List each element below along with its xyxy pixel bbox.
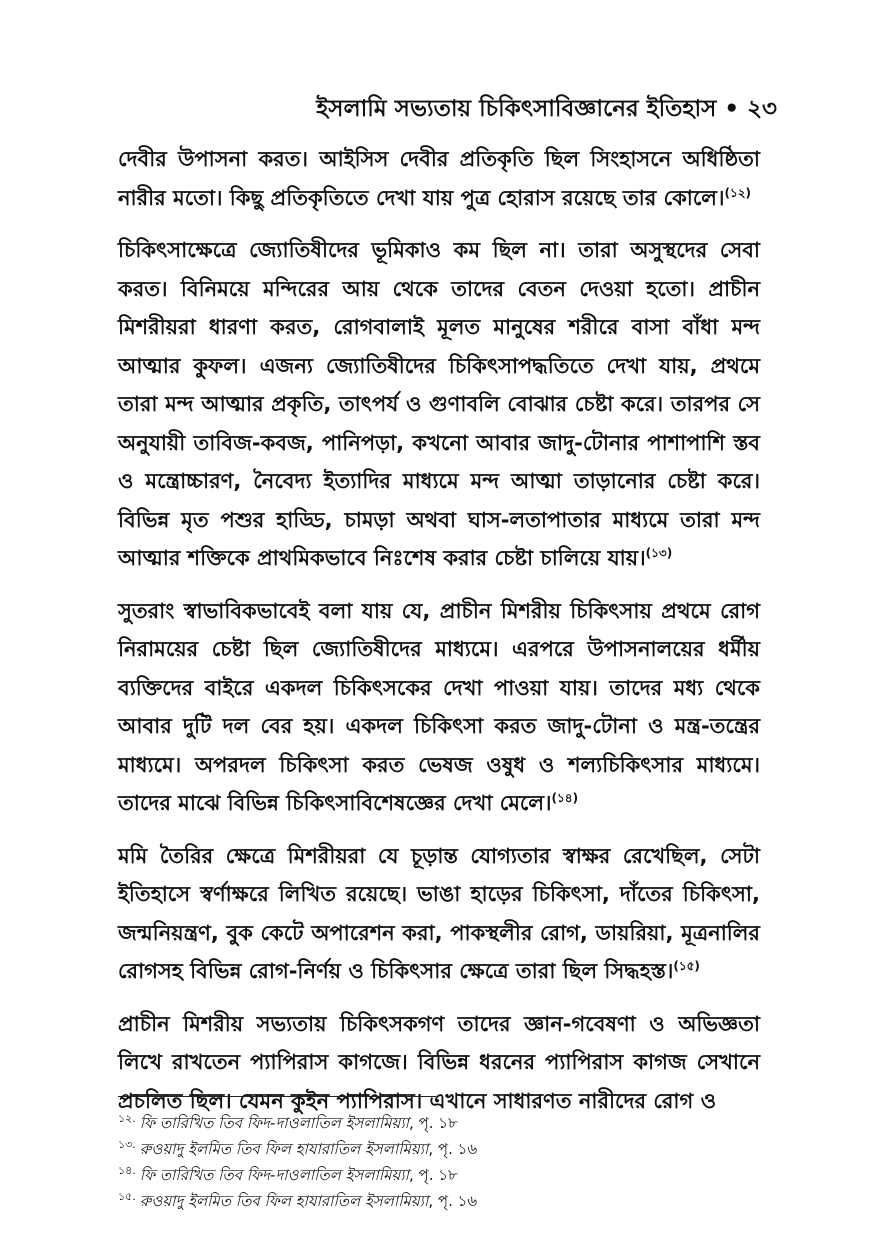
footnote-number: ১৪. — [118, 1164, 136, 1177]
paragraph-text: দেবীর উপাসনা করত। আইসিস দেবীর প্রতিকৃতি ছিল সিংহাসনে অধিষ্ঠিতা নারীর মতো। কিছু প্রতিকৃতিতে দেখা যায় পুত্র হোরাস রয়েছে তার কোলে। — [118, 147, 760, 210]
paragraph — [118, 140, 760, 217]
paragraph-text: প্রাচীন মিশরীয় সভ্যতায় চিকিৎসকগণ তাদের জ্ঞান-গবেষণা ও অভিজ্ঞতা লিখে রাখতেন প্যাপিরাস কাগজে। বিভিন্ন ধরনের প্যাপিরাস কাগজ সেখানে প্রচলিত ছিল। যেমন কুইন প্যাপিরাস। এখানে সাধারণত নারীদের রোগ ও — [118, 1011, 760, 1113]
footnote-page: , পৃ. ১৮ — [409, 1166, 458, 1184]
footnote-page: , পৃ. ১৬ — [428, 1192, 478, 1210]
footnote-number: ১৩. — [118, 1138, 136, 1151]
body-text — [118, 140, 760, 1134]
footnote-source-title: ফি তারিখিত তিব ফিদ-দাওলাতিল ইসলামিয়্যা — [139, 1166, 410, 1184]
paragraph — [118, 1005, 760, 1121]
footnote-reference[interactable]: (১২) — [724, 185, 752, 200]
footnote — [118, 1110, 758, 1136]
footnote-reference[interactable]: (১৫) — [673, 959, 700, 973]
paragraph — [118, 592, 760, 823]
footnote-reference[interactable]: (১৪) — [551, 791, 579, 805]
footnote-number: ১২. — [118, 1112, 136, 1125]
footnote — [118, 1162, 758, 1188]
footnote-divider — [118, 1096, 436, 1097]
footnotes — [118, 1110, 758, 1214]
paragraph — [118, 231, 760, 578]
footnote-page: , পৃ. ১৮ — [409, 1114, 458, 1132]
footnote-source-title: রুওয়াদু ইলমিত তিব ফিল হাযারাতিল ইসলামিয়্যা — [139, 1192, 429, 1210]
footnote-page: , পৃ. ১৬ — [428, 1140, 478, 1158]
paragraph-text: মমি তৈরির ক্ষেত্রে মিশরীয়রা যে চূড়ান্ত যোগ্যতার স্বাক্ষর রেখেছিল, সেটা ইতিহাসে স্বর্ণাক্ষরে লিখিত রয়েছে। ভাঙা হাড়ের চিকিৎসা, দাঁতের চিকিৎসা, জন্মনিয়ন্ত্রণ, বুক কেটে অপারেশন করা, পাকস্থলীর রোগ, ডায়রিয়া, মূত্রনালির রোগসহ বিভিন্ন রোগ-নির্ণয় ও চিকিৎসার ক্ষেত্রে তারা ছিল সিদ্ধহস্ত। — [118, 843, 760, 983]
paragraph-text: চিকিৎসাক্ষেত্রে জ্যোতিষীদের ভূমিকাও কম ছিল না। তারা অসুস্থদের সেবা করত। বিনিময়ে মন্দিরের আয় থেকে তাদের বেতন দেওয়া হতো। প্রাচীন মিশরীয়রা ধারণা করত, রোগবালাই মূলত মানুষের শরীরে বাসা বাঁধা মন্দ আত্মার কুফল। এজন্য জ্যোতিষীদের চিকিৎসাপদ্ধতিতে দেখা যায়, প্রথমে তারা মন্দ আত্মার প্রকৃতি, তাৎপর্য ও গুণাবলি বোঝার চেষ্টা করে। তারপর সে অনুযায়ী তাবিজ-কবজ, পানিপড়া, কখনো আবার জাদু-টোনার পাশাপাশি স্তব ও মন্ত্রোচ্চারণ, নৈবেদ্য ইত্যাদির মাধ্যমে মন্দ আত্মা তাড়ানোর চেষ্টা করে। বিভিন্ন মৃত পশুর হাড্ডি, চামড়া অথবা ঘাস-লতাপাতার মাধ্যমে তারা মন্দ আত্মার শক্তিকে প্রাথমিকভাবে নিঃশেষ করার চেষ্টা চালিয়ে যায়। — [118, 238, 760, 570]
footnote-reference[interactable]: (১৩) — [645, 546, 673, 560]
paragraph-text: সুতরাং স্বাভাবিকভাবেই বলা যায় যে, প্রাচীন মিশরীয় চিকিৎসায় প্রথমে রোগ নিরাময়ের চেষ্টা ছিল জ্যোতিষীদের মাধ্যমে। এরপরে উপাসনালয়ের ধর্মীয় ব্যক্তিদের বাইরে একদল চিকিৎসকের দেখা পাওয়া যায়। তাদের মধ্য থেকে আবার দুটি দল বের হয়। একদল চিকিৎসা করত জাদু-টোনা ও মন্ত্র-তন্ত্রের মাধ্যমে। অপরদল চিকিৎসা করত ভেষজ ওষুধ ও শল্যচিকিৎসার মাধ্যমে। তাদের মাঝে বিভিন্ন চিকিৎসাবিশেষজ্ঞের দেখা মেলে। — [118, 598, 760, 815]
paragraph — [118, 837, 760, 991]
footnote-source-title: ফি তারিখিত তিব ফিদ-দাওলাতিল ইসলামিয়্যা — [139, 1114, 410, 1132]
footnote — [118, 1136, 758, 1162]
footnote-number: ১৫. — [118, 1190, 136, 1203]
footnote — [118, 1188, 758, 1214]
running-header: ইসলামি সভ্যতায় চিকিৎসাবিজ্ঞানের ইতিহাস • ২৩ — [316, 96, 777, 122]
footnote-source-title: রুওয়াদু ইলমিত তিব ফিল হাযারাতিল ইসলামিয়্যা — [139, 1140, 429, 1158]
